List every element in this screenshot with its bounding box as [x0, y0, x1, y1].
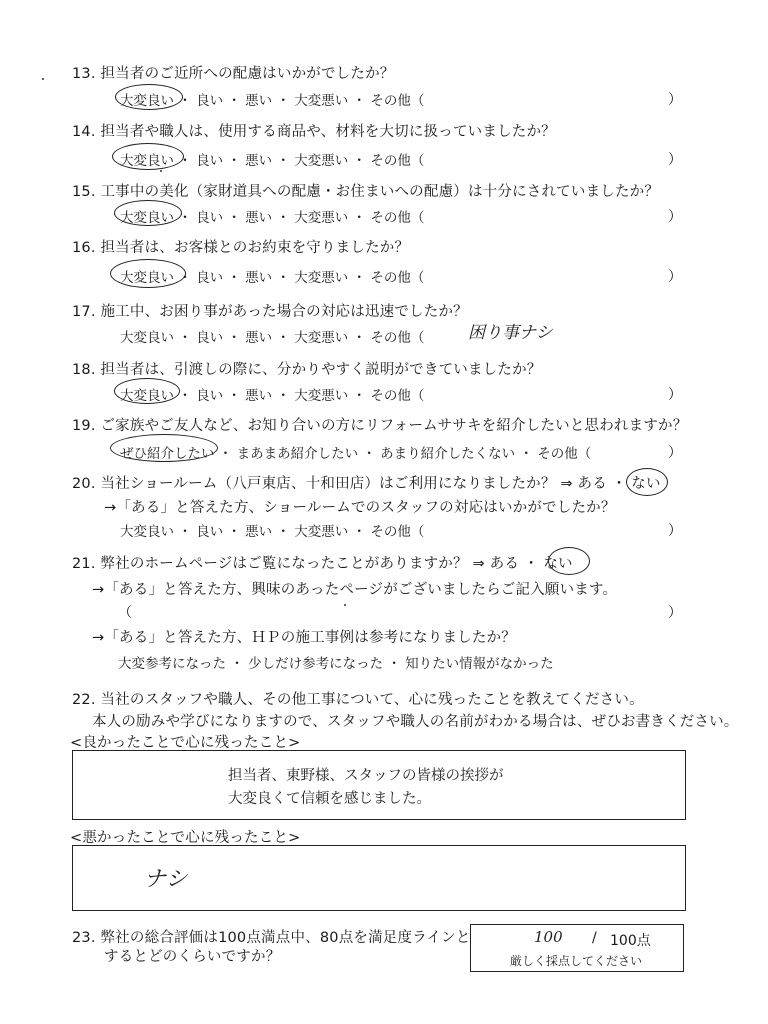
- q17-options[interactable]: 大変良い ・ 良い ・ 悪い ・ 大変悪い ・ その他（: [120, 330, 425, 346]
- q14-text: 14. 担当者や職人は、使用する商品や、材料を大切に扱っていましたか？: [72, 124, 556, 140]
- q15-close-paren: ）: [668, 209, 682, 225]
- q17-handwritten-answer: 困り事ナシ: [468, 323, 553, 343]
- q20-follow-up: →「ある」と答えた方、ショールームでのスタッフの対応はいかがでしたか？: [104, 500, 616, 516]
- q14-answer-circle: [112, 143, 184, 170]
- q20-answer-circle: [626, 468, 668, 496]
- q23-text-line-1: 23. 弊社の総合評価は100点満点中、80点を満足度ラインと: [72, 930, 471, 946]
- q21-options[interactable]: 大変参考になった ・ 少しだけ参考になった ・ 知りたい情報がなかった: [118, 656, 554, 672]
- good-comment-line-1: 担当者、東野様、スタッフの皆様の挨拶が: [228, 768, 504, 784]
- q21-answer-circle: [548, 547, 590, 575]
- q21-open-paren: （: [118, 605, 132, 621]
- q19-answer-circle: [110, 434, 218, 462]
- q14-close-paren: ）: [668, 152, 682, 168]
- scan-speck: [42, 78, 44, 80]
- q16-close-paren: ）: [668, 269, 682, 285]
- q13-options[interactable]: 大変良い ・ 良い ・ 悪い ・ 大変悪い ・ その他（: [120, 93, 425, 109]
- q23-text-line-2: するとどのくらいですか？: [104, 949, 281, 965]
- q16-text: 16. 担当者は、お客様とのお約束を守りましたか？: [72, 240, 410, 256]
- good-comment-line-2: 大変良くて信頼を感じました。: [228, 791, 431, 807]
- scan-speck: [160, 170, 162, 172]
- bad-section-label: <悪かったことで心に残ったこと>: [70, 830, 301, 846]
- q20-options[interactable]: 大変良い ・ 良い ・ 悪い ・ 大変悪い ・ その他（: [120, 524, 425, 540]
- q15-answer-circle: [114, 200, 182, 226]
- q21-follow-up-1: →「ある」と答えた方、興味のあったページがございましたらご記入願います。: [92, 582, 618, 598]
- q15-text: 15. 工事中の美化（家財道具への配慮・お住まいへの配慮）は十分にされていましたか？: [72, 184, 660, 200]
- q21-follow-up-2: →「ある」と答えた方、ＨＰの施工事例は参考になりましたか？: [92, 630, 516, 646]
- q20-close-paren: ）: [668, 523, 682, 539]
- q13-close-paren: ）: [668, 92, 682, 108]
- q14-options[interactable]: 大変良い ・ 良い ・ 悪い ・ 大変悪い ・ その他（: [120, 153, 425, 169]
- q15-options[interactable]: 大変良い ・ 良い ・ 悪い ・ 大変悪い ・ その他（: [120, 210, 425, 226]
- q22-text: 22. 当社のスタッフや職人、その他工事について、心に残ったことを教えてください。: [72, 692, 644, 708]
- score-note: 厳しく採点してください: [510, 954, 643, 968]
- q18-text: 18. 担当者は、引渡しの際に、分かりやすく説明ができていましたか？: [72, 362, 542, 378]
- bad-comment-text: ナシ: [144, 867, 188, 892]
- q21-close-paren: ）: [668, 605, 682, 621]
- score-slash: /: [592, 930, 597, 946]
- q20-text: 20. 当社ショールーム（八戸東店、十和田店）はご利用になりましたか？ ⇒ ある ・ ない: [72, 476, 661, 492]
- q18-options[interactable]: 大変良い ・ 良い ・ 悪い ・ 大変悪い ・ その他（: [120, 388, 425, 404]
- q18-close-paren: ）: [668, 387, 682, 403]
- q19-text: 19. ご家族やご友人など、お知り合いの方にリフォームササキを紹介したいと思われますか？: [72, 418, 688, 434]
- q19-close-paren: ）: [668, 445, 682, 461]
- q21-text: 21. 弊社のホームページはご覧になったことがありますか？ ⇒ ある ・ ない: [72, 556, 573, 572]
- q16-answer-circle: [110, 259, 186, 288]
- q17-text: 17. 施工中、お困り事があった場合の対応は迅速でしたか？: [72, 304, 468, 320]
- q18-answer-circle: [114, 378, 180, 404]
- score-handwritten: 100: [534, 928, 563, 946]
- q13-answer-circle: [115, 84, 183, 110]
- score-max: 100点: [610, 933, 651, 949]
- scan-speck: [344, 604, 346, 606]
- q22-subtext: 本人の励みや学びになりますので、スタッフや職人の名前がわかる場合は、ぜひお書きください。: [92, 714, 739, 730]
- q13-text: 13. 担当者のご近所への配慮はいかがでしたか？: [72, 66, 395, 82]
- q19-options[interactable]: ぜひ紹介したい ・ まあまあ紹介したい ・ あまり紹介したくない ・ その他（: [120, 446, 592, 462]
- good-comment-box[interactable]: [72, 750, 686, 820]
- q16-options[interactable]: 大変良い ・ 良い ・ 悪い ・ 大変悪い ・ その他（: [120, 270, 425, 286]
- good-section-label: <良かったことで心に残ったこと>: [70, 735, 301, 751]
